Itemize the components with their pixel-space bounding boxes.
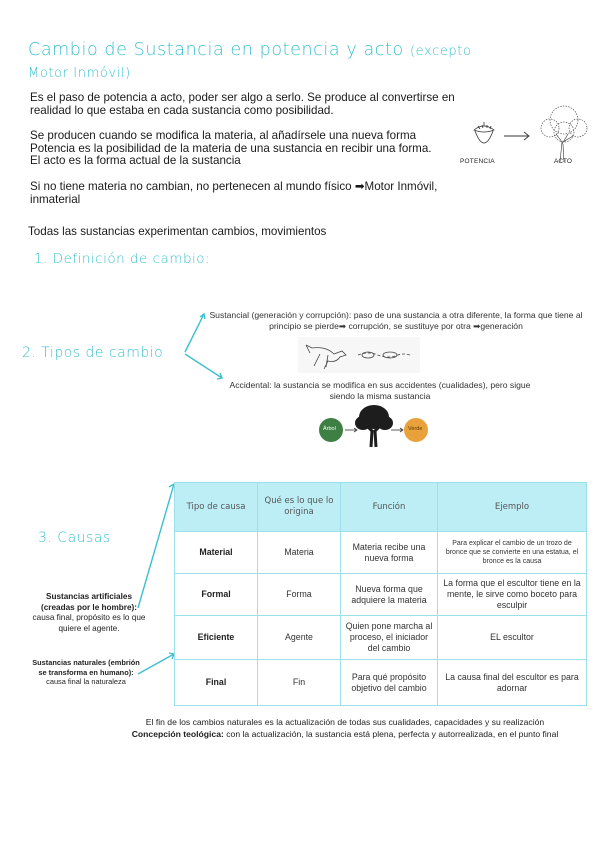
table-cell: Para qué propósito objetivo del cambio: [341, 660, 438, 706]
title-paren-a: (excepto: [409, 44, 472, 59]
intro-paragraph-3: Si no tiene materia no cambian, no pertenecen al mundo físico ➡Motor Inmóvil, inmaterial: [30, 180, 438, 206]
footer-note: [90, 716, 600, 740]
section-3-title: 3. Causas: [38, 530, 111, 546]
section-1-title: 1. Definición de cambio:: [34, 251, 211, 267]
table-row: [175, 532, 587, 574]
footer-bold: Concepción teológica:: [131, 729, 224, 739]
title-paren-b: Motor Inmóvil): [28, 66, 131, 81]
table-cell: Fin: [258, 660, 341, 706]
table-cell: Materia recibe una nueva forma: [341, 532, 438, 574]
causes-bracket-lines: [130, 478, 178, 688]
causes-table-wrapper: [174, 482, 587, 706]
tree-icon: [541, 106, 587, 162]
acorn-icon: [474, 122, 494, 143]
table-cell: Agente: [258, 616, 341, 660]
table-cell: Forma: [258, 574, 341, 616]
intro-paragraph-4: Todas las sustancias experimentan cambios, movimientos: [28, 225, 327, 238]
table-cell: La forma que el escultor tiene en la mente, le sirve como boceto para esculpir: [438, 574, 587, 616]
sustancial-illustration: [298, 337, 420, 373]
natural-text: causa final la naturaleza: [46, 677, 126, 686]
verde-label: Verde: [408, 426, 423, 432]
potency-act-diagram: [460, 100, 600, 172]
table-cell: Material: [175, 532, 258, 574]
table-row: [175, 660, 587, 706]
section-2-title: 2. Tipos de cambio: [22, 345, 164, 361]
sustancial-text: Sustancial (generación y corrupción): paso de una sustancia a otra diferente, la forma que tiene al principio se pierde➡ corrupción, se sustituye por otra ➡generación: [209, 310, 583, 331]
table-cell: Eficiente: [175, 616, 258, 660]
footer-rest: con la actualización, la sustancia está plena, perfecta y autorrealizada, en el punto final: [223, 729, 559, 739]
causes-table: [174, 482, 587, 706]
intro-p2-line2: Potencia es la posibilidad de la materia de una sustancia en recibir una forma.: [30, 141, 432, 155]
acto-label: ACTO: [554, 158, 572, 165]
arrow-icon: [504, 132, 529, 140]
natural-title: Sustancias naturales (embrión se transforma en humano):: [32, 658, 140, 677]
table-cell: Formal: [175, 574, 258, 616]
footer-line-1: El fin de los cambios naturales es la actualización de todas sus cualidades, capacidades y su realización: [145, 717, 545, 727]
table-row: [175, 574, 587, 616]
accidental-illustration: [318, 403, 430, 449]
artificial-substances-note: [30, 592, 148, 634]
arbol-label: Árbol: [323, 426, 336, 432]
natural-substances-note: [30, 658, 142, 687]
table-cell: Final: [175, 660, 258, 706]
table-header-row: [175, 483, 587, 532]
table-cell: La causa final del escultor es para adornar: [438, 660, 587, 706]
intro-p2-line1: Se producen cuando se modifica la materia, al añadírsele una nueva forma: [30, 129, 417, 142]
artificial-text: causa final, propósito es lo que quiere el agente.: [32, 613, 146, 633]
header-tipo: Tipo de causa: [175, 483, 258, 532]
wolf-sketch-icon: [298, 337, 420, 373]
header-origen: Qué es lo que lo origina: [258, 483, 341, 532]
dark-tree-icon: [355, 405, 393, 447]
page-title: [28, 40, 568, 84]
header-ejemplo: Ejemplo: [438, 483, 587, 532]
table-cell: Materia: [258, 532, 341, 574]
intro-paragraph-1: Es el paso de potencia a acto, poder ser algo a serlo. Se produce al convertirse en realidad lo que estaba en cada sustancia como posibilidad.: [30, 91, 455, 117]
intro-paragraph-2: [30, 130, 480, 168]
table-cell: EL escultor: [438, 616, 587, 660]
table-cell: Para explicar el cambio de un trozo de bronce que se convierte en una estatua, el bronce es la causa: [438, 532, 587, 574]
potencia-label: POTENCIA: [460, 158, 495, 165]
header-funcion: Función: [341, 483, 438, 532]
footer-line-2: [90, 728, 600, 740]
table-cell: Nueva forma que adquiere la materia: [341, 574, 438, 616]
title-main: Cambio de Sustancia en potencia y acto: [28, 40, 404, 60]
artificial-title: Sustancias artificiales (creadas por le hombre):: [41, 592, 137, 612]
intro-p2-line3: El acto es la forma actual de la sustancia: [30, 154, 241, 168]
table-cell: Quien pone marcha al proceso, el iniciador del cambio: [341, 616, 438, 660]
accidental-text: Accidental: la sustancia se modifica en sus accidentes (cualidades), pero sigue siendo la misma sustancia: [229, 380, 531, 401]
table-row: [175, 616, 587, 660]
